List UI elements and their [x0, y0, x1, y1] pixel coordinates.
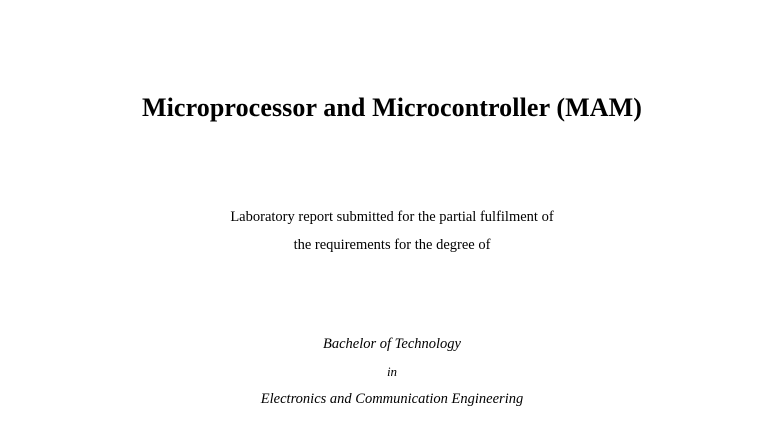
submission-line-2: the requirements for the degree of — [293, 237, 491, 254]
degree-branch: Electronics and Communication Engineering — [260, 391, 524, 407]
degree-connector: in — [386, 364, 398, 379]
submission-line-1: Laboratory report submitted for the partial fulfilment of — [230, 209, 554, 225]
page-title: Microprocessor and Microcontroller (MAM) — [141, 93, 643, 122]
degree-block — [0, 330, 784, 414]
degree-name: Bachelor of Technology — [323, 336, 461, 352]
submission-statement — [0, 203, 784, 260]
